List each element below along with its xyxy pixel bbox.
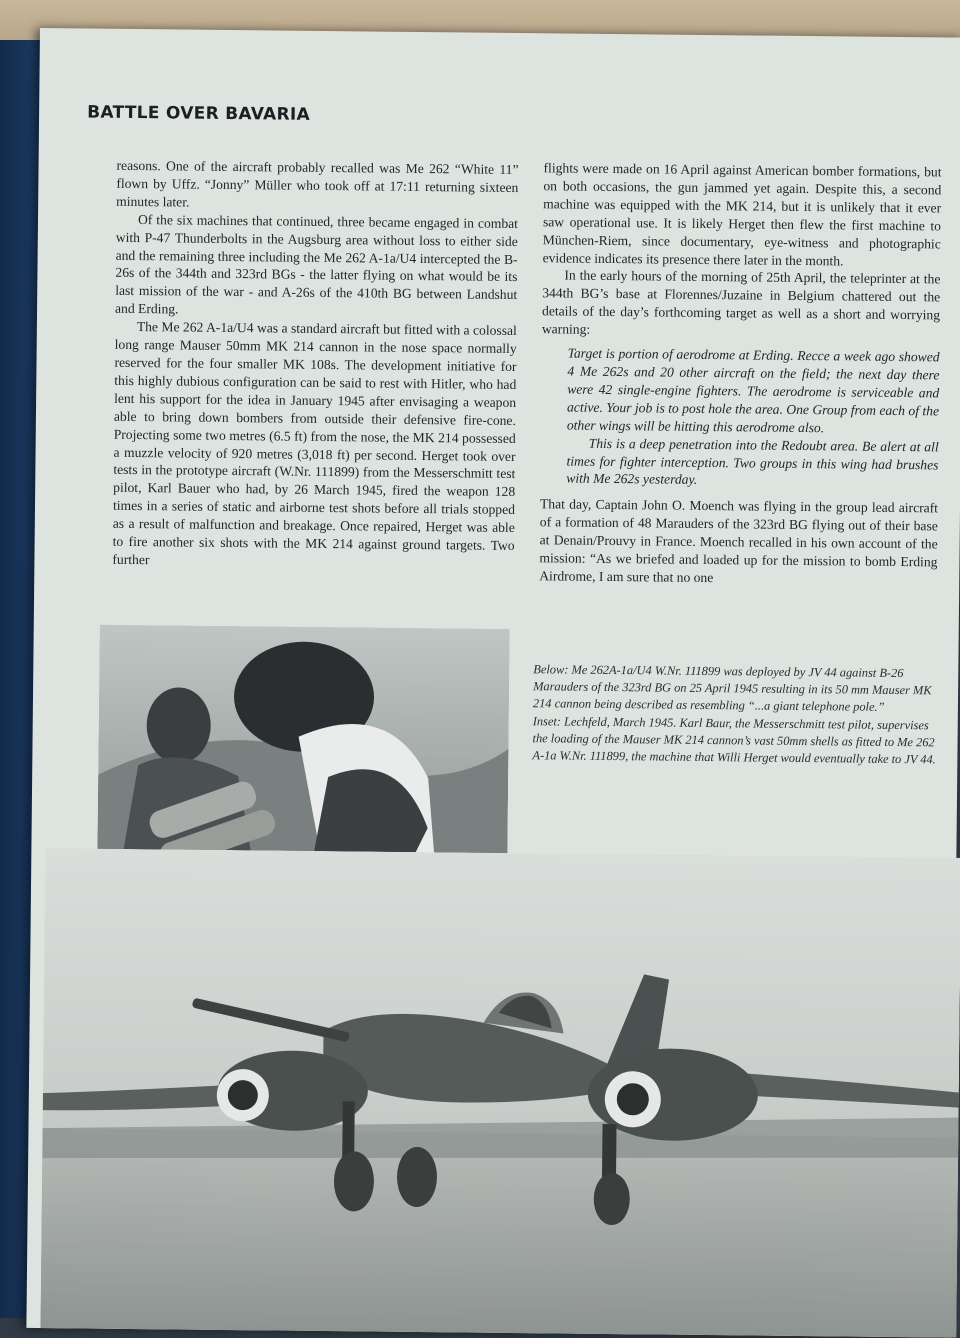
quote-paragraph: Target is portion of aerodrome at Erding. Recce a week ago showed 4 Me 262s and 20 other aircraft on the field; the next day there were 42 single-engine fighters. The aerodrome is serviceable and active. Your job is to post hole the area. One Group from each of the other wings will be hitting this aerodrome also. [566, 345, 940, 435]
paragraph: flights were made on 16 April against American bomber formations, but on both occasions, the gun jammed yet again. Despite this, a second machine was equipped with the MK 214, but it is unlikely that it ever saw operational use. It is likely Herget then flew the first machine to München-Riem, since documentary, eye-witness and photographic evidence indicates its presence there later in the month. [542, 160, 942, 268]
paragraph: The Me 262 A-1a/U4 was a standard aircraft but fitted with a colossal long range Mauser 50mm MK 214 cannon in the nose space normally reserved for the four smaller MK 108s. The development initiative for this highly dubious configuration can be said to rest with Hitler, who had lent his support for the idea in January 1945 after envisaging a weapon able to bring down bombers from outside their defensive fire-cone. Projecting some two metres (6.5 ft) from the nose, the MK 214 possessed a muzzle velocity of 920 metres (3,018 ft) per second. Herget took over tests in the prototype aircraft (W.Nr. 111899) from the Messerschmitt test pilot, Karl Bauer who had, by 26 March 1945, fired the weapon 128 times in a series of static and airborne test shots before all trials stopped as a result of malfunction and breakage. Once repaired, Herget was able to fire another six shots with the MK 214 against ground targets. Two further [112, 319, 517, 568]
right-column [539, 159, 942, 633]
paragraph: That day, Captain John O. Moench was flying in the group lead aircraft of a formation of 48 Marauders of the 323rd BG flying out of their base at Denain/Prouvy in France. Moench recalled in his own account of the mission: “As we briefed and loaded up for the mission to bomb Erding Airdrome, I am sure that no one [539, 496, 939, 586]
photo-captions [532, 661, 937, 768]
main-photo [40, 848, 960, 1338]
paragraph: Of the six machines that continued, three became engaged in combat with P-47 Thunderbolts in the Augsburg area without loss to either side and the remaining three including the Me 262 A-1a/U4 intercepted the B-26s of the 344th and 323rd BGs - the latter flying on what would be its last mission of the war - and A-26s of the 410th BG between Landshut and Erding. [114, 211, 519, 317]
paragraph: In the early hours of the morning of 25th April, the teleprinter at the 344th BG’s base at Florennes/Juzaine in Belgium chattered out the details of the day’s forthcoming target as well as a short and worrying warning: [541, 267, 941, 337]
book-page [26, 28, 960, 1338]
caption-below: Below: Me 262A-1a/U4 W.Nr. 111899 was deployed by JV 44 against B-26 Marauders of the 323rd BG on 25 April 1945 resulting in its 50 mm Mauser MK 214 cannon being described as resembling “...a giant telephone pole.” [532, 662, 932, 715]
running-head: BATTLE OVER BAVARIA [87, 102, 311, 125]
block-quote [566, 345, 939, 492]
quote-paragraph: This is a deep penetration into the Redoubt area. Be alert at all times for fighter interception. Two groups in this wing had brushes with Me 262s yesterday. [566, 435, 939, 488]
left-column [112, 157, 519, 631]
paragraph: reasons. One of the aircraft probably recalled was Me 262 “White 11” flown by Uffz. “Jonny” Müller who took off at 17:11 returning sixteen minutes later. [116, 157, 519, 210]
caption-inset: Inset: Lechfeld, March 1945. Karl Baur, the Messerschmitt test pilot, supervises the loading of the Mauser MK 214 cannon’s vast 50mm shells as fitted to Me 262 A-1a W.Nr. 111899, the machine that Willi Herget would eventually take to JV 44. [532, 713, 936, 767]
